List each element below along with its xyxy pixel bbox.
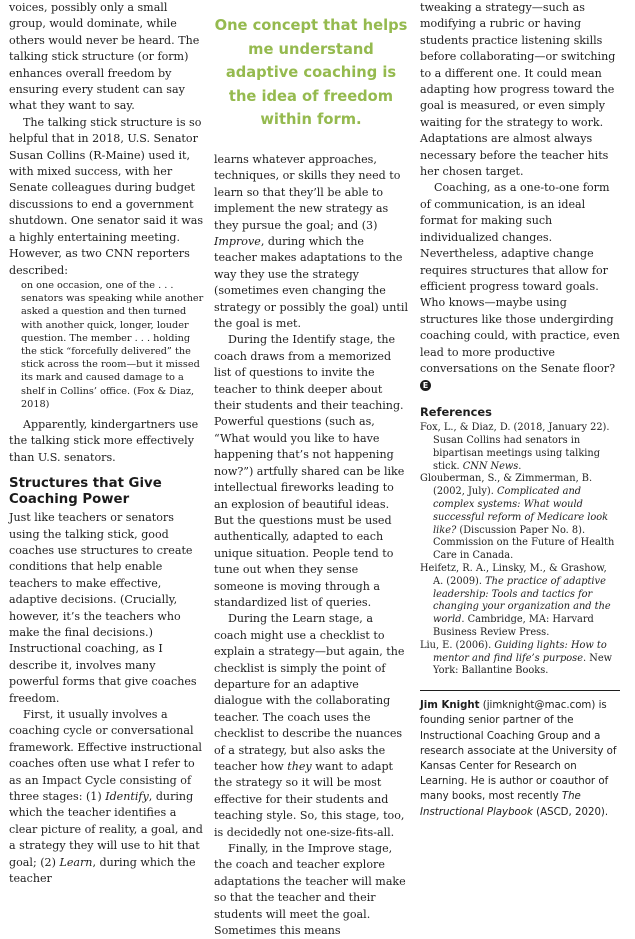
reference-title: CNN News — [462, 460, 519, 472]
paragraph-structures: Just like teachers or senators using the talking stick, good coaches use structures to create conditions that help enable teachers to make effective, adaptive decisions. (Crucially, however, it’s the teachers who make the final decisions.) Instructional coaching, as I describe it, involves many powerful forms that give coaches freedom. — [9, 511, 197, 705]
reference-item — [420, 640, 620, 678]
author-bio-text-2: (ASCD, 2020). — [532, 806, 609, 818]
end-of-article-icon: E — [420, 380, 431, 391]
paragraph-learn-stage — [214, 611, 408, 841]
paragraph-impact-cycle — [9, 707, 205, 887]
column-right — [420, 0, 620, 820]
reference-item — [420, 473, 620, 563]
impact-cycle-text-1: First, it usually involves a coaching cycle or conversational framework. Effective instructional coaches often use what I refer to as an Impact Cycle consisting of three stages: (1) — [9, 708, 202, 804]
impact-cycle-text-3: , during which the teacher — [9, 855, 196, 886]
learns-text-2: , during which the teacher makes adaptations to the way they use the strategy (sometimes even changing the strategy or possibly the goal) until the goal is met. — [214, 235, 408, 331]
paragraph-talking-stick: The talking stick structure is so helpful that in 2018, U.S. Senator Susan Collins (R-Maine) used it, with mixed success, with her Senate colleagues during budget discussions to end a government shutdown. One senator said it was a highly entertaining meeting. However, as two CNN reporters described: — [9, 115, 204, 277]
learns-text-1: learns whatever approaches, techniques, or skills they need to learn so that they’ll be able to implement the new strategy as they pursue the goal; and (3) — [214, 152, 401, 232]
reference-title: The practice of adaptive leadership: Tools and tactics for changing your organization and the world — [433, 575, 611, 626]
block-quote-cnn: on one occasion, one of the . . . senators was speaking while another asked a question and then turned with another quick, longer, louder question. The member . . . holding the stick “forcefully delivered” the stick across the room—but it missed its mark and caused damage to a shelf in Collins’ office. (Fox & Diaz, 2018) — [21, 279, 204, 410]
paragraph-learns — [214, 152, 408, 332]
reference-item — [420, 422, 620, 473]
reference-item — [420, 563, 620, 640]
section-heading: Structures that Give Coaching Power — [9, 476, 162, 507]
paragraph-tweaking: tweaking a strategy—such as modifying a rubric or having students practice listening skills before collaborating—or switching to a different one. It could mean adapting how progress toward the goal is measured, or even simply waiting for the strategy to work. Adaptations are almost always necessary before the teacher hits her chosen target. — [420, 1, 616, 179]
divider — [420, 690, 620, 691]
column-left — [9, 0, 205, 888]
reference-text: Glouberman, S., & Zimmerman, B. (2002, July). — [420, 473, 593, 498]
learn-stage-text-2: want to adapt the strategy so it will be most effective for their students and teaching style. So, this stage, too, is decidedly not one-size-fits-all. — [214, 760, 405, 839]
reference-title: Complicated and complex systems: What would successful reform of Medicare look like? — [433, 486, 609, 536]
references-heading: References — [420, 404, 492, 419]
reference-text: . Cambridge, MA: Harvard Business Review Press. — [433, 614, 594, 638]
reference-text: . New York: Ballantine Books. — [433, 652, 612, 677]
paragraph-kindergartners: Apparently, kindergartners use the talking stick more effectively than U.S. senators. — [9, 417, 199, 464]
references-list — [420, 422, 620, 678]
reference-text: Liu, E. (2006). — [420, 639, 495, 651]
author-bio-text-1: (jimknight@mac.com) is founding senior partner of the Instructional Coaching Group and a research associate at the University of Kansas Center for Research on Learning. He is author or coauthor of many books, most recently — [420, 700, 617, 803]
impact-cycle-text-2: , during which the teacher identifies a clear picture of reality, a goal, and a strategy they will use to hit that goal; (2) — [9, 790, 203, 869]
reference-text: Heifetz, R. A., Linsky, M., & Grashow, A. (2009). — [420, 562, 607, 587]
author-book-title: The Instructional Playbook — [420, 791, 581, 818]
paragraph-improve-stage: Finally, in the Improve stage, the coach and teacher explore adaptations the teacher will make so that the teacher and their students will meet the goal. Sometimes this means — [214, 842, 406, 938]
reference-text: . — [518, 460, 522, 472]
author-name: Jim Knight — [420, 700, 480, 712]
term-improve: Improve — [214, 235, 261, 248]
paragraph-identify-stage: During the Identify stage, the coach draws from a memorized list of questions to invite the teacher to think deeper about their students and their teaching. Powerful questions (such as, “What would you like to have happening that’s not happening now?”) artfully shared can be like intellectual fireworks leading to an explosion of beautiful ideas. But the questions must be used authentically, adapted to each unique situation. People tend to tune out when they sense someone is moving through a standardized list of queries. — [214, 333, 405, 609]
reference-text: (Discussion Paper No. 8). Commission on the Future of Health Care in Canada. — [433, 524, 615, 562]
paragraph-voices: voices, possibly only a small group, would dominate, while others would never be heard. The talking stick structure (or form) enhances overall freedom by ensuring every student can say what they want to say. — [9, 1, 200, 113]
reference-text: Fox, L., & Diaz, D. (2018, January 22). Susan Collins had senators in bipartisan meetings using talking stick. — [420, 422, 610, 472]
term-they: they — [287, 760, 312, 773]
reference-title: Guiding lights: How to mentor and find life’s purpose — [433, 639, 607, 664]
author-bio — [420, 698, 620, 820]
pull-quote: One concept that helps me understand adaptive coaching is the idea of freedom within form. — [214, 17, 408, 129]
paragraph-coaching-format — [420, 180, 620, 393]
learn-stage-text-1: During the Learn stage, a coach might use a checklist to explain a strategy—but again, the checklist is simply the point of departure for an adaptive dialogue with the collaborating teacher. The coach uses the checklist to describe the nuances of a strategy, but also asks the teacher how — [214, 612, 405, 773]
column-middle — [214, 0, 408, 939]
term-identify: Identify — [105, 790, 149, 804]
coaching-format-text: Coaching, as a one-to-one form of communication, is an ideal format for making such individualized changes. Nevertheless, adaptive change requires structures that allow for efficient progress toward goals. Who knows—maybe using structures like those undergirding coaching could, with practice, even lead to more productive conversations on the Senate floor? — [420, 181, 620, 375]
term-learn: Learn — [59, 855, 93, 869]
